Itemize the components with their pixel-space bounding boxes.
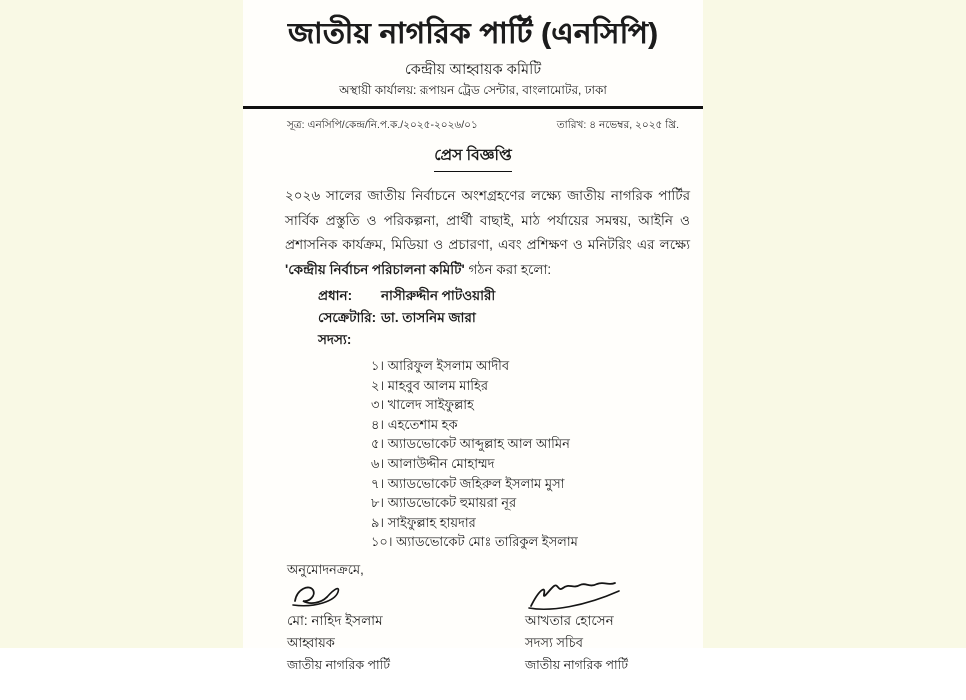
signatory-role: সদস্য সচিব <box>525 634 583 650</box>
committee-roles <box>318 285 703 351</box>
party-name-title: জাতীয় নাগরিক পার্টি (এনসিপি) <box>287 18 659 50</box>
list-item: ৫। অ্যাডভোকেট আব্দুল্লাহ আল আমিন <box>371 436 570 452</box>
role-value: ডা. তাসনিম জারা <box>381 310 476 325</box>
list-item: ৭। অ্যাডভোকেট জহিরুল ইসলাম মুসা <box>371 475 565 491</box>
list-item: ৮। অ্যাডভোকেট হুমায়রা নূর <box>371 495 517 511</box>
signature-icon <box>287 580 487 610</box>
role-row-secretary <box>318 307 703 329</box>
header-divider <box>243 106 703 109</box>
signatory-organization: জাতীয় নাগরিক পার্টি <box>287 657 391 672</box>
list-item: ৩। খালেদ সাইফুল্লাহ <box>371 397 474 413</box>
letterhead <box>243 0 703 98</box>
list-item: ১। আরিফুল ইসলাম আদীব <box>371 358 510 373</box>
role-row-chief <box>318 285 703 307</box>
office-address: অস্থায়ী কার্যালয়: রূপায়ন ট্রেড সেন্টার, বাংলামোটর, ঢাকা <box>339 83 607 97</box>
signatory-name: আখতার হোসেন <box>525 612 614 628</box>
list-item: ২। মাহবুব আলম মাহির <box>371 377 488 393</box>
list-item: ৬। আলাউদ্দীন মোহাম্মদ <box>371 455 495 471</box>
signatory-name: মো: নাহিদ ইসলাম <box>287 612 383 628</box>
press-release-document <box>243 0 703 672</box>
body-text-before: ২০২৬ সালের জাতীয় নির্বাচনে অংশগ্রহণের লক্ষ্যে জাতীয় নাগরিক পার্টির সার্বিক প্রস্তুতি ও পরিকল্পনা, প্রার্থী বাছাই, মাঠ পর্যায়ের সমন্বয়, আইনি ও প্রশাসনিক কার্যক্রম, মিডিয়া ও প্রচারণা, এবং প্রশিক্ষণ ও মনিটরিং এর লক্ষ্যে <box>285 188 690 252</box>
press-release-title: প্রেস বিজ্ঞপ্তি <box>434 143 511 172</box>
signature-block-member-secretary <box>525 580 725 676</box>
list-item: ৯। সাইফুল্লাহ হায়দার <box>371 514 476 530</box>
list-item: ৪। এহতেশাম হক <box>371 416 458 432</box>
role-value: নাসীরুদ্দীন পাটওয়ারী <box>381 288 496 303</box>
document-date: তারিখ: ৪ নভেম্বর, ২০২৫ খ্রি. <box>556 119 679 131</box>
role-label: সদস্য: <box>318 332 352 347</box>
signature-icon <box>525 580 725 610</box>
approval-line: অনুমোদনক্রমে, <box>287 561 364 577</box>
body-text-after: গঠন করা হলো: <box>464 261 552 277</box>
role-label: সেক্রেটারি: <box>318 310 377 325</box>
role-row-members-heading <box>318 329 703 351</box>
body-paragraph <box>285 184 690 282</box>
reference-number: সূত্র: এনসিপি/কেন্দ্র/নি.প.ক./২০২৫-২০২৬/০১ <box>287 119 478 131</box>
signatory-role: আহ্বায়ক <box>287 634 335 650</box>
member-list <box>371 356 703 552</box>
list-item: ১০। অ্যাডভোকেট মোঃ তারিকুল ইসলাম <box>371 534 578 550</box>
signature-row <box>287 580 703 700</box>
meta-row <box>287 118 679 132</box>
committee-name-bold: 'কেন্দ্রীয় নির্বাচন পরিচালনা কমিটি' <box>285 261 465 277</box>
committee-subtitle: কেন্দ্রীয় আহ্বায়ক কমিটি <box>404 62 542 78</box>
signature-block-convener <box>287 580 487 676</box>
signatory-organization: জাতীয় নাগরিক পার্টি <box>525 657 629 672</box>
role-label: প্রধান: <box>318 288 353 303</box>
press-title-wrap <box>243 143 703 172</box>
